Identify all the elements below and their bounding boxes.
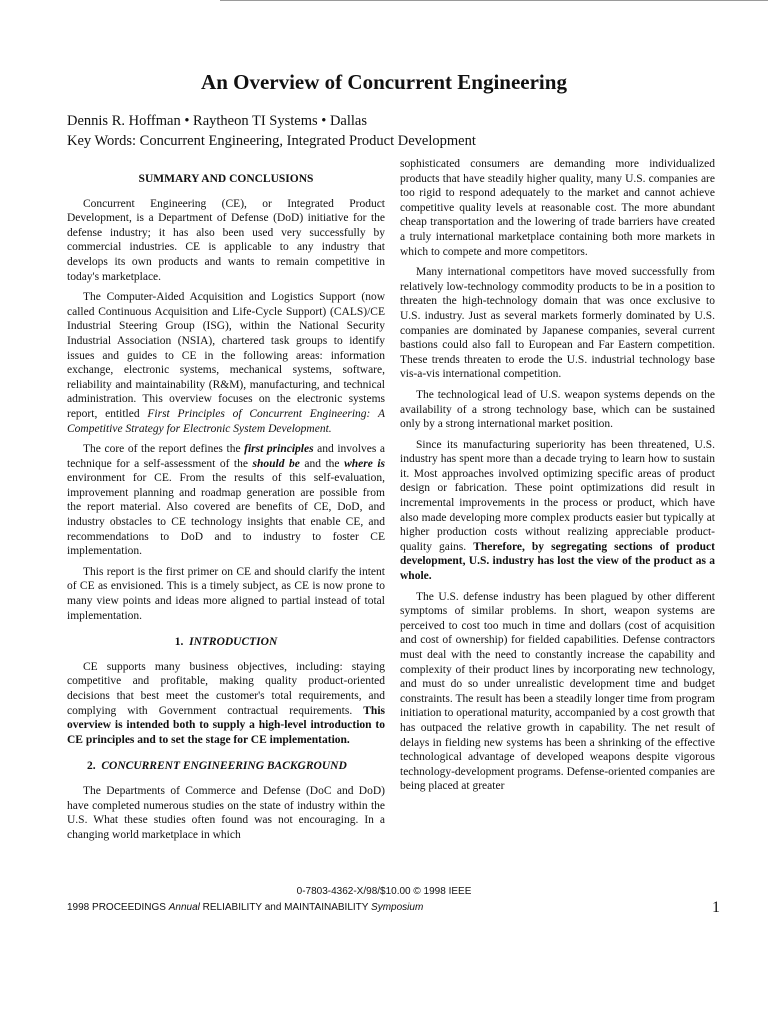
summary-paragraph-3-text-c: and involves a technique for a self-assessment of the [67, 443, 385, 470]
summary-paragraph-3-text-g: environment for CE. From the results of this self-evaluation, improvement planning and roadmap generation are possible from the report material. Also covered are benefits of CE, DoD, and industry obstacles to CE technology insights that enable CE, and recommendations to DoD and to industry to foster CE implementation. [67, 472, 385, 558]
keywords-line: Key Words: Concurrent Engineering, Integrated Product Development [67, 133, 476, 149]
introduction-number: 1. [174, 636, 184, 649]
proceedings-symposium: Symposium [371, 902, 424, 913]
proceedings-year: 1998 PROCEEDINGS [67, 902, 169, 913]
summary-paragraph-1: Concurrent Engineering (CE), or Integrated Product Development, is a Department of Defense (DoD) initiative for the defense industry; it has also been used very successfully by commercial industries. CE is applicable to any industry that develops its own products and wants to remain competitive in today's marketplace. [67, 197, 385, 283]
paper-title: An Overview of Concurrent Engineering [201, 70, 567, 94]
summary-paragraph-3-text-e: and the [299, 457, 345, 470]
right-column [400, 157, 715, 800]
introduction-heading [67, 635, 385, 650]
background-heading [87, 759, 385, 774]
introduction-title: INTRODUCTION [189, 636, 278, 649]
right-paragraph-4-text: Since its manufacturing superiority has been threatened, U.S. industry has spent more than a decade trying to learn how to sustain it. Most approaches involved optimizing specific areas of product design or fabrication. These point optimizations did result in incremental improvements in the process or product, which have also made developing more complex products easier but typically at higher production costs without realizing appreciable product-quality gains. [400, 438, 715, 553]
copyright-line: 0-7803-4362-X/98/$10.00 © 1998 IEEE [296, 886, 472, 897]
top-rule [220, 0, 768, 1]
right-paragraph-2: Many international competitors have moved successfully from relatively low-technology commodity products to be in a position to threaten the high-technology domain that was once exclusive to U.S. industry. Just as several markets formerly dominated by U.S. companies are dominated by Japanese companies, several current bastions could also fall to European and Far Eastern competition. These trends threaten to erode the U.S. industrial technology base vis-a-vis international competition. [400, 266, 715, 381]
summary-paragraph-3 [67, 442, 385, 559]
left-column [67, 166, 385, 848]
background-paragraph: The Departments of Commerce and Defense (DoC and DoD) have completed numerous studies on the state of industry within the U.S. What these studies often found was not encouraging. In a changing world marketplace in which [67, 784, 385, 841]
summary-paragraph-4: This report is the first primer on CE and should clarify the intent of CE as envisioned. This is a timely subject, as CE is now prone to many view points and ideas more aligned to partial instead of total implementation. [67, 565, 385, 622]
right-paragraph-4-bold-text: Therefore, by segregating sections of product development, U.S. industry has lost the view of the product as a whole. [400, 540, 715, 583]
introduction-paragraph [67, 660, 385, 748]
summary-paragraph-2-text: The Computer-Aided Acquisition and Logistics Support (now called Continuous Acquisition and Life-Cycle Support) (CALS)/CE Industrial Steering Group (ISG), within the National Security Industrial Association (NSIA), chartered task groups to identify issues and guides to CE in the following areas: information exchange, electronic systems, mechanical systems, software, reliability and maintainability (R&M), manufacturing, and technical administration. This overview focuses on the electronic systems report, entitled [67, 291, 385, 420]
background-title: CONCURRENT ENGINEERING BACKGROUND [101, 760, 347, 773]
right-paragraph-5: The U.S. defense industry has been plagued by other different symptoms of similar problems. In short, weapon systems are perceived to cost too much in time and dollars (cost of acquisition and cost of ownership) for fielded capabilities. Defense contractors must deal with the need to constantly increase the capability and complexity of their product lines by incorporating new technology, and must do so under unrealistic development time and budget constraints. The result has been a steadily longer time from program initiation to operational maturity, accompanied by a cost growth that has outpaced the relative growth in capability. The net result of delays in fielding new systems has been a shrinking of the effective technological advantage of developed weapons despite vigorous technology-development programs. Defense-oriented companies are being placed at greater [400, 590, 715, 793]
summary-paragraph-3-text-a: The core of the report defines the [83, 443, 245, 456]
summary-heading: SUMMARY AND CONCLUSIONS [138, 173, 314, 185]
right-paragraph-1: sophisticated consumers are demanding more individualized products that have steadily higher quality, many U.S. companies are too rigid to respond adequately to the market and cannot achieve competitive quality levels at reasonable cost. The more abundant cheap transportation and the lowering of trade barriers have created a truly international marketplace containing both more markets in which to compete and more competitors. [400, 158, 715, 258]
summary-paragraph-2 [67, 290, 385, 436]
report-title: First Principles of Concurrent Engineering: A Competitive Strategy for Electronic System Development. [67, 407, 385, 435]
introduction-text: CE supports many business objectives, including: staying competitive and profitable, making quality product-oriented decisions that best meet the customer's total requirements, and complying with Government contractual requirements. [67, 660, 385, 717]
background-number: 2. [87, 760, 96, 773]
right-paragraph-3: The technological lead of U.S. weapon systems depends on the availability of a strong technology base, which can be sustained only by a strong international market position. [400, 388, 715, 431]
where-is-emphasis: where is [344, 457, 386, 470]
proceedings-annual: Annual [168, 902, 200, 913]
introduction-bold-text: This overview is intended both to supply a high-level introduction to CE principles and to set the stage for CE implementation. [67, 704, 385, 746]
proceedings-line [67, 902, 423, 913]
should-be-emphasis: should be [252, 457, 300, 470]
right-paragraph-4 [400, 438, 715, 584]
page-number: 1 [712, 899, 720, 916]
author-line: Dennis R. Hoffman • Raytheon TI Systems • Dallas [67, 113, 367, 129]
proceedings-name: RELIABILITY and MAINTAINABILITY [199, 902, 372, 913]
first-principles-emphasis: first principles [244, 443, 314, 456]
